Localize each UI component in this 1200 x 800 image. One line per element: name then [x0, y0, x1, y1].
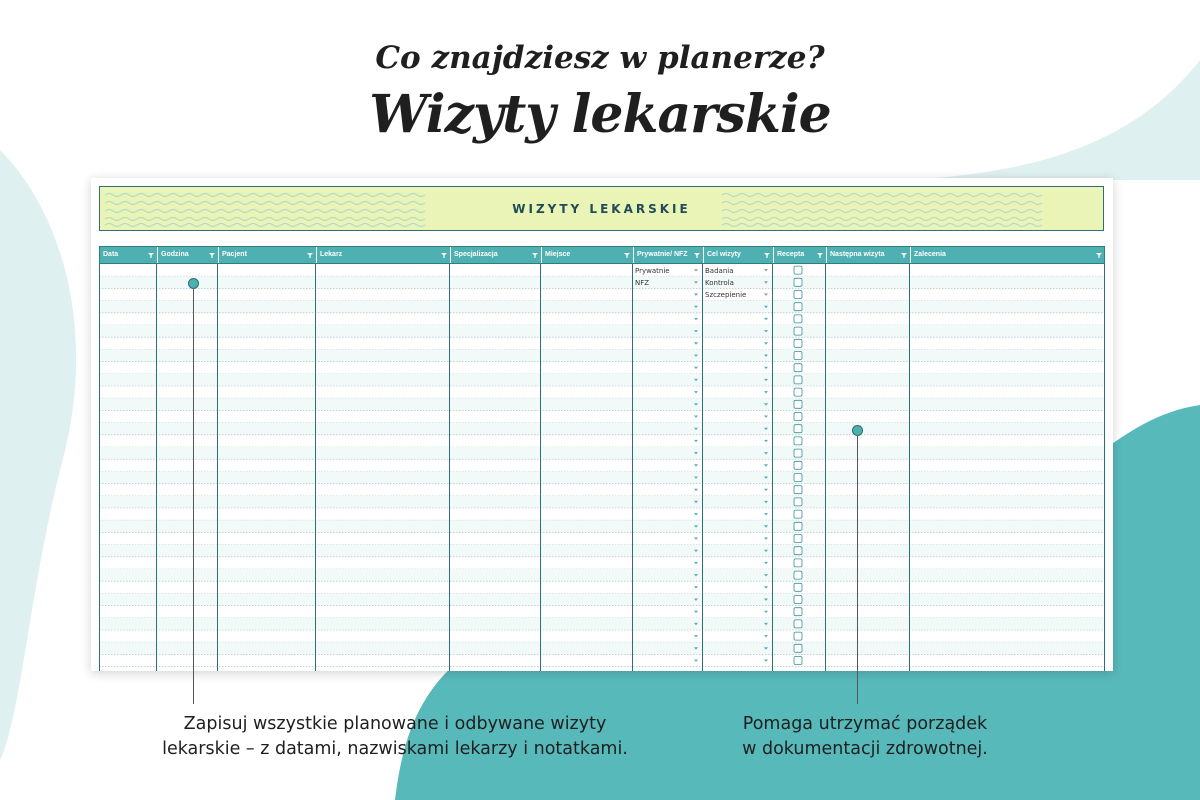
row-stripe [100, 301, 1104, 313]
row-stripe [100, 545, 1104, 557]
col-header-prywatnie-nfz[interactable]: Prywatnie/ NFZ [633, 247, 703, 263]
sheet-banner [99, 186, 1104, 231]
dropdown-arrow-icon[interactable] [764, 391, 768, 393]
recepta-checkbox[interactable] [794, 620, 802, 628]
recepta-checkbox[interactable] [794, 486, 802, 494]
col-header-godzina[interactable]: Godzina [157, 247, 218, 263]
recepta-checkbox[interactable] [794, 510, 802, 518]
dropdown-arrow-icon[interactable] [694, 416, 698, 418]
row-stripe [100, 618, 1104, 630]
caption-right-line2: w dokumentacji zdrowotnej. [742, 739, 988, 759]
dropdown-arrow-icon[interactable] [694, 294, 698, 296]
caption-left-line1: Zapisuj wszystkie planowane i odbywane wizyty [183, 714, 607, 734]
recepta-checkbox[interactable] [794, 632, 802, 640]
row-stripe [100, 593, 1104, 605]
caption-left-line2: lekarskie – z datami, nazwiskami lekarzy i notatkami. [162, 739, 628, 759]
dropdown-arrow-icon[interactable] [764, 269, 768, 271]
payment-value-0: Prywatnie [635, 267, 670, 275]
row-stripe [100, 398, 1104, 410]
recepta-checkbox[interactable] [794, 571, 802, 579]
col-header-data[interactable]: Data [103, 251, 119, 258]
table-grid [99, 264, 1105, 671]
dropdown-arrow-icon[interactable] [764, 562, 768, 564]
row-stripe [100, 496, 1104, 508]
marker-dot-right [852, 425, 863, 436]
row-stripe [100, 471, 1104, 483]
dropdown-arrow-icon[interactable] [694, 318, 698, 320]
dropdown-arrow-icon[interactable] [694, 635, 698, 637]
recepta-checkbox[interactable] [794, 547, 802, 555]
dropdown-arrow-icon[interactable] [694, 513, 698, 515]
visits-table [99, 246, 1105, 299]
row-stripe [100, 447, 1104, 459]
recepta-checkbox[interactable] [794, 388, 802, 396]
dropdown-arrow-icon[interactable] [694, 538, 698, 540]
col-header-miejsce[interactable]: Miejsce [541, 247, 633, 263]
dropdown-arrow-icon[interactable] [764, 318, 768, 320]
col-header-nastepna-wizyta[interactable]: Następna wizyta [826, 247, 910, 263]
recepta-checkbox[interactable] [794, 376, 802, 384]
caption-right-line1: Pomaga utrzymać porządek [742, 714, 988, 734]
sheet-title: WIZYTY LEKARSKIE [512, 202, 691, 216]
col-header-cel-wizyty[interactable]: Cel wizyty [703, 247, 773, 263]
recepta-checkbox[interactable] [794, 657, 802, 665]
dropdown-arrow-icon[interactable] [694, 440, 698, 442]
recepta-checkbox[interactable] [794, 364, 802, 372]
recepta-checkbox[interactable] [794, 413, 802, 421]
dropdown-arrow-icon[interactable] [694, 611, 698, 613]
dropdown-arrow-icon[interactable] [694, 342, 698, 344]
recepta-checkbox[interactable] [794, 474, 802, 482]
dropdown-arrow-icon[interactable] [764, 489, 768, 491]
recepta-checkbox[interactable] [794, 559, 802, 567]
dropdown-arrow-icon[interactable] [764, 513, 768, 515]
recepta-checkbox[interactable] [794, 303, 802, 311]
recepta-checkbox[interactable] [794, 608, 802, 616]
recepta-checkbox[interactable] [794, 425, 802, 433]
row-stripe [100, 520, 1104, 532]
dropdown-arrow-icon[interactable] [694, 489, 698, 491]
caption-right [690, 712, 1040, 762]
recepta-checkbox[interactable] [794, 644, 802, 652]
marker-dot-left [188, 278, 199, 289]
dropdown-arrow-icon[interactable] [764, 660, 768, 662]
page-title: Wizyty lekarskie [369, 84, 831, 145]
spreadsheet-preview [91, 178, 1113, 671]
col-header-recepta[interactable]: Recepta [773, 247, 826, 263]
dropdown-arrow-icon[interactable] [694, 562, 698, 564]
row-stripe [100, 349, 1104, 361]
col-header-lekarz[interactable]: Lekarz [316, 247, 450, 263]
dropdown-arrow-icon[interactable] [764, 294, 768, 296]
leader-line-left [193, 289, 194, 704]
caption-left [70, 712, 720, 762]
dropdown-arrow-icon[interactable] [764, 440, 768, 442]
dropdown-arrow-icon[interactable] [694, 660, 698, 662]
dropdown-arrow-icon[interactable] [694, 391, 698, 393]
col-header-zalecenia[interactable]: Zalecenia [910, 247, 1105, 263]
leader-line-right [857, 436, 858, 704]
row-stripe [100, 325, 1104, 337]
recepta-checkbox[interactable] [794, 327, 802, 335]
dropdown-arrow-icon[interactable] [764, 611, 768, 613]
dropdown-arrow-icon[interactable] [694, 464, 698, 466]
row-stripe [100, 423, 1104, 435]
dropdown-arrow-icon[interactable] [694, 367, 698, 369]
dropdown-arrow-icon[interactable] [764, 416, 768, 418]
row-stripe [100, 642, 1104, 654]
purpose-value-2: Szczepienie [705, 291, 747, 299]
dropdown-arrow-icon[interactable] [764, 367, 768, 369]
row-stripe [100, 569, 1104, 581]
dropdown-arrow-icon[interactable] [764, 464, 768, 466]
recepta-checkbox[interactable] [794, 339, 802, 347]
recepta-checkbox[interactable] [794, 535, 802, 543]
filter-icons [100, 247, 1106, 265]
recepta-checkbox[interactable] [794, 596, 802, 604]
row-stripe [100, 374, 1104, 386]
dropdown-arrow-icon[interactable] [764, 342, 768, 344]
col-header-pacjent[interactable]: Pacjent [218, 247, 316, 263]
recepta-checkbox[interactable] [794, 400, 802, 408]
dropdown-arrow-icon[interactable] [764, 635, 768, 637]
recepta-checkbox[interactable] [794, 583, 802, 591]
dropdown-arrow-icon[interactable] [764, 586, 768, 588]
payment-value-1: NFZ [635, 279, 650, 287]
recepta-checkbox[interactable] [794, 266, 802, 274]
recepta-checkbox[interactable] [794, 278, 802, 286]
recepta-checkbox[interactable] [794, 461, 802, 469]
col-header-specjalizacja[interactable]: Specjalizacja [450, 247, 541, 263]
subtitle: Co znajdziesz w planerze? [375, 40, 825, 76]
recepta-checkbox[interactable] [794, 437, 802, 445]
dropdown-arrow-icon[interactable] [694, 586, 698, 588]
recepta-checkbox[interactable] [794, 522, 802, 530]
recepta-checkbox[interactable] [794, 449, 802, 457]
purpose-value-0: Badania [705, 267, 734, 275]
row-stripe [100, 276, 1104, 288]
dropdown-arrow-icon[interactable] [764, 538, 768, 540]
recepta-checkbox[interactable] [794, 498, 802, 506]
purpose-value-1: Kontrola [705, 279, 734, 287]
dropdown-arrow-icon[interactable] [694, 269, 698, 271]
table-header [99, 246, 1105, 264]
recepta-checkbox[interactable] [794, 291, 802, 299]
recepta-checkbox[interactable] [794, 352, 802, 360]
recepta-checkbox[interactable] [794, 315, 802, 323]
